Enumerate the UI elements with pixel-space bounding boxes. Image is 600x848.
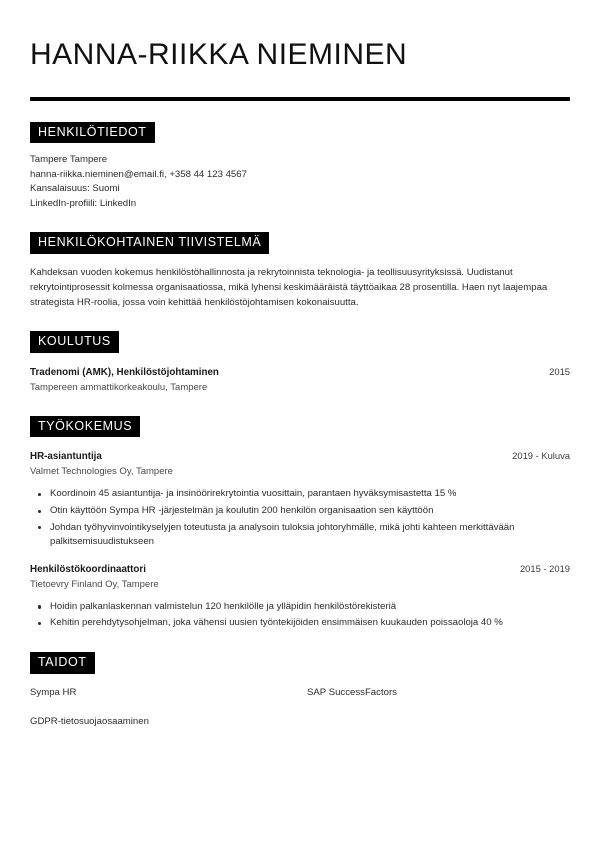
section-experience	[30, 416, 570, 631]
experience-employer: Valmet Technologies Oy, Tampere	[30, 466, 173, 478]
experience-entry-header	[30, 449, 570, 464]
contact-email-phone: hanna-riikka.nieminen@email.fi, +358 44 123 4567	[30, 168, 247, 180]
experience-job-title: HR-asiantuntija	[30, 451, 102, 463]
experience-entry	[30, 449, 570, 549]
list-item: Johdan työhyvinvointikyselyjen toteutusta ja analysoin tuloksia johtoryhmälle, mikä johti kahteen merkittävään palkitsemisuudistukseen	[30, 521, 570, 550]
list-item: Kehitin perehdytysohjelman, joka vähensi uusien työntekijöiden ensimmäisen kuukauden poissaoloja 40 %	[30, 616, 570, 631]
experience-entry	[30, 562, 570, 631]
experience-employer: Tietoevry Finland Oy, Tampere	[30, 578, 159, 590]
section-heading-education: KOULUTUS	[30, 331, 119, 353]
summary-text: Kahdeksan vuoden kokemus henkilöstöhallinnosta ja rekrytoinnista teknologia- ja teollisuusyrityksissä. Uudistanut rekrytointiprosessit kolmessa organisaatiossa, mikä lyhensi keskimääräistä täyttöaikaa 28 prosentilla. Haen nyt laajempaa strategista HR-roolia, jossa voin kehittää henkilöstöjohtamisen kokonaisuutta.	[30, 266, 548, 309]
contact-block	[30, 153, 570, 211]
experience-bullet-list	[30, 600, 570, 631]
list-item: Koordinoin 45 asiantuntija- ja insinöörirekrytointia vuosittain, parantaen hyväksymisastetta 15 %	[30, 487, 570, 502]
list-item: Otin käyttöön Sympa HR -järjestelmän ja koulutin 200 henkilön organisaation sen käyttöön	[30, 504, 570, 519]
header-divider	[30, 97, 570, 101]
section-heading-skills: TAIDOT	[30, 652, 95, 674]
experience-bullet-list	[30, 487, 570, 549]
section-heading-summary: HENKILÖKOHTAINEN TIIVISTELMÄ	[30, 232, 269, 254]
skills-grid	[30, 686, 570, 729]
section-heading-personal-details: HENKILÖTIEDOT	[30, 122, 155, 144]
section-personal-details	[30, 122, 570, 212]
experience-date: 2019 - Kuluva	[512, 450, 570, 462]
list-item: Hoidin palkanlaskennan valmistelun 120 henkilölle ja ylläpidin henkilöstörekisteriä	[30, 600, 570, 615]
experience-entry-header	[30, 562, 570, 577]
section-education	[30, 331, 570, 395]
skill-item: Sympa HR	[30, 686, 77, 698]
skill-item: SAP SuccessFactors	[307, 686, 397, 698]
education-degree: Tradenomi (AMK), Henkilöstöjohtaminen	[30, 366, 219, 378]
education-institution: Tampereen ammattikorkeakoulu, Tampere	[30, 381, 208, 393]
contact-linkedin[interactable]: LinkedIn-profiili: LinkedIn	[30, 197, 137, 209]
skill-item: GDPR-tietosuojaosaaminen	[30, 715, 149, 727]
contact-location: Tampere Tampere	[30, 154, 108, 165]
section-heading-experience: TYÖKOKEMUS	[30, 416, 140, 438]
section-skills	[30, 652, 570, 729]
experience-date: 2015 - 2019	[519, 562, 570, 574]
experience-job-title: Henkilöstökoordinaattori	[30, 563, 146, 575]
education-entry-header	[30, 365, 570, 380]
contact-nationality: Kansalaisuus: Suomi	[30, 183, 120, 195]
section-summary	[30, 232, 570, 310]
education-date: 2015	[549, 365, 570, 377]
education-entry	[30, 365, 570, 395]
page-title: HANNA-RIIKKA NIEMINEN	[30, 38, 408, 71]
